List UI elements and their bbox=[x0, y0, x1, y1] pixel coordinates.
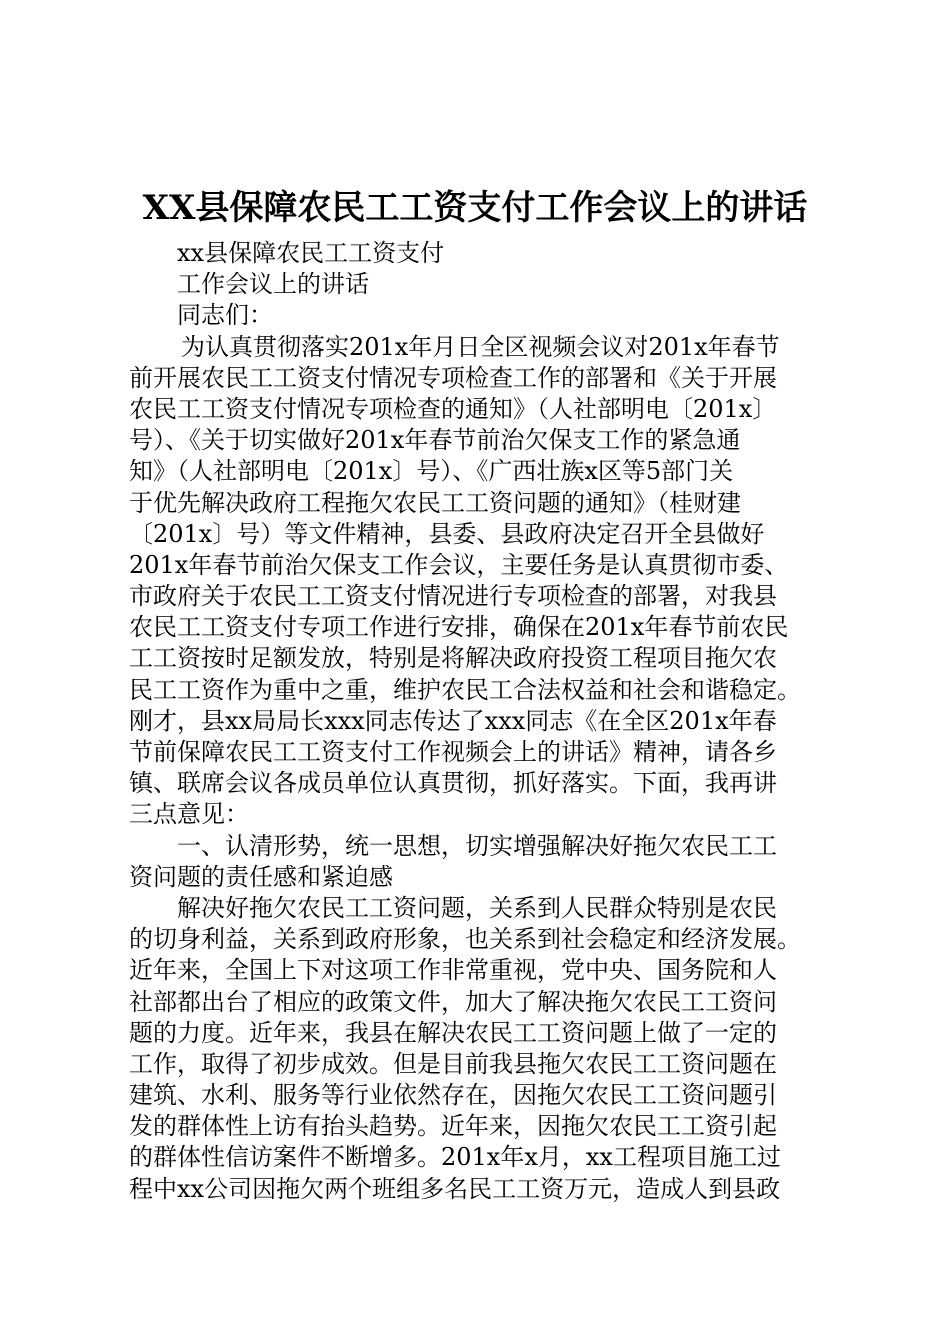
body-line: xx县保障农民工工资支付 bbox=[177, 239, 445, 267]
body-line: 发的群体性上访有抬头趋势。近年来，因拖欠农民工工资引起 bbox=[129, 1112, 777, 1141]
body-line: 前开展农民工工资支付情况专项检查工作的部署和《关于开展 bbox=[129, 363, 777, 392]
body-line: 为认真贯彻落实201x年月日全区视频会议对201x年春节 bbox=[181, 332, 780, 361]
document-title: XX县保障农民工工资支付工作会议上的讲话 bbox=[142, 188, 808, 228]
body-line: 农民工工资支付情况专项检查的通知》（人社部明电〔201x〕 bbox=[129, 394, 777, 423]
body-line: 农民工工资支付专项工作进行安排，确保在201x年春节前农民 bbox=[129, 613, 789, 642]
body-line: 号）、《关于切实做好201x年春节前治欠保支工作的紧急通 bbox=[129, 426, 741, 455]
body-line: 节前保障农民工工资支付工作视频会上的讲话》精神，请各乡 bbox=[129, 738, 777, 766]
document-body bbox=[129, 238, 831, 1205]
body-line: 〔201x〕号）等文件精神，县委、县政府决定召开全县做好 bbox=[129, 519, 765, 548]
section-heading: 资问题的责任感和紧迫感 bbox=[129, 862, 393, 891]
section-heading: 一、认清形势，统一思想，切实增强解决好拖欠农民工工 bbox=[177, 831, 777, 860]
body-line: 近年来，全国上下对这项工作非常重视，党中央、国务院和人 bbox=[129, 956, 777, 985]
body-line: 201x年春节前治欠保支工作会议，主要任务是认真贯彻市委、 bbox=[129, 550, 789, 579]
body-line: 的群体性信访案件不断增多。201x年x月，xx工程项目施工过 bbox=[129, 1143, 781, 1172]
body-line: 工作，取得了初步成效。但是目前我县拖欠农民工工资问题在 bbox=[129, 1049, 777, 1078]
body-line: 市政府关于农民工工资支付情况进行专项检查的部署，对我县 bbox=[129, 582, 777, 611]
body-line: 社部都出台了相应的政策文件，加大了解决拖欠农民工工资问 bbox=[129, 987, 777, 1016]
body-line: 镇、联席会议各成员单位认真贯彻，抓好落实。下面，我再讲 bbox=[129, 769, 777, 798]
body-line: 知》（人社部明电〔201x〕号）、《广西壮族x区等5部门关 bbox=[129, 457, 734, 486]
body-line: 解决好拖欠农民工工资问题，关系到人民群众特别是农民 bbox=[177, 893, 777, 922]
body-line: 同志们： bbox=[177, 301, 273, 330]
body-line: 建筑、水利、服务等行业依然存在，因拖欠农民工工资问题引 bbox=[129, 1081, 777, 1110]
body-line: 程中xx公司因拖欠两个班组多名民工工资万元，造成人到县政 bbox=[129, 1174, 781, 1203]
body-line: 三点意见： bbox=[129, 800, 249, 829]
body-line: 的切身利益，关系到政府形象，也关系到社会稳定和经济发展。 bbox=[129, 925, 801, 954]
body-line: 民工工资作为重中之重，维护农民工合法权益和社会和谐稳定。 bbox=[129, 675, 801, 704]
body-line: 刚才，县xx局局长xxx同志传达了xxx同志《在全区201x年春 bbox=[129, 706, 777, 735]
body-line: 于优先解决政府工程拖欠农民工工资问题的通知》（桂财建 bbox=[129, 488, 741, 517]
body-line: 工作会议上的讲话 bbox=[177, 270, 369, 299]
body-line: 题的力度。近年来，我县在解决农民工工资问题上做了一定的 bbox=[129, 1018, 777, 1047]
body-line: 工工资按时足额发放，特别是将解决政府投资工程项目拖欠农 bbox=[129, 644, 777, 673]
